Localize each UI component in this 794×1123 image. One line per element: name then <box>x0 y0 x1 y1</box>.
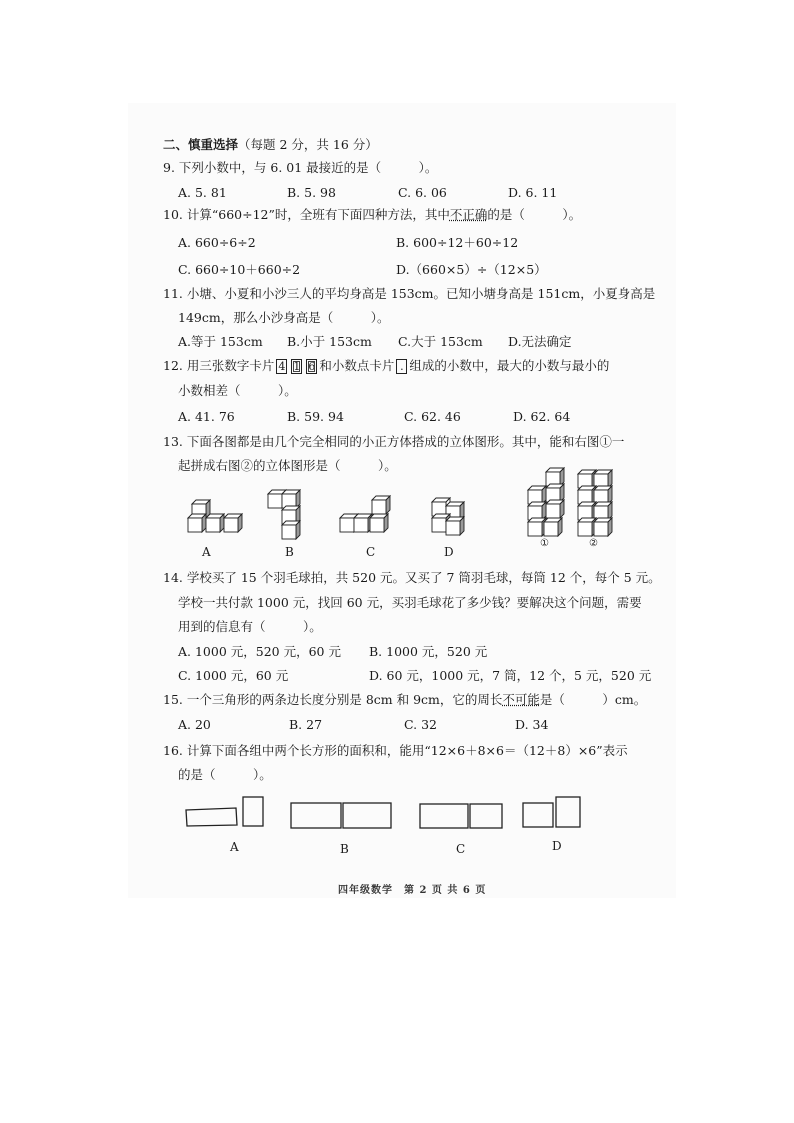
q10-option-a: A. 660÷6÷2 <box>178 235 256 250</box>
q13-line1: 13. 下面各图都是由几个完全相同的小正方体搭成的立体图形。其中，能和右图①一 <box>163 434 625 449</box>
q11-option-a: A.等于 153cm <box>178 334 263 349</box>
section-title: 二、慎重选择（每题 2 分，共 16 分） <box>163 137 378 152</box>
q12-option-d: D. 62. 64 <box>513 409 571 424</box>
q16-line1: 16. 计算下面各组中两个长方形的面积和，能用“12×6＋8×6＝（12＋8）×6”表示 <box>163 743 628 758</box>
figure-c-rect-1 <box>420 804 468 828</box>
q10-option-d: D.（660×5）÷（12×5） <box>396 262 547 277</box>
figure-c-label: C <box>366 545 376 559</box>
figure-1-mark: ① <box>540 538 549 549</box>
figure-b-label: B <box>285 545 294 559</box>
figure-a-rect-2 <box>243 797 263 826</box>
q14-line2: 学校一共付款 1000 元，找回 60 元，买羽毛球花了多少钱？要解决这个问题，需要 <box>178 595 642 610</box>
q14-line3: 用到的信息有（ ）。 <box>178 619 322 634</box>
q10-stem: 10. 计算“660÷12”时，全班有下面四种方法，其中不正确的是（ ）。 <box>163 207 582 222</box>
q16-line2: 的是（ ）。 <box>178 767 272 782</box>
q16-label-b: B <box>340 842 349 856</box>
q16-label-c: C <box>456 842 466 856</box>
figure-a-rect-1 <box>186 808 237 826</box>
digit-card-6: 6 <box>308 360 316 373</box>
q15-option-c: C. 32 <box>404 717 437 732</box>
q10-option-b: B. 600÷12＋60÷12 <box>396 235 519 250</box>
q11-option-b: B.小于 153cm <box>287 334 372 349</box>
q13-line2: 起拼成右图②的立体图形是（ ）。 <box>178 458 397 473</box>
q14-option-d: D. 60 元，1000 元，7 筒，12 个，5 元，520 元 <box>369 668 652 683</box>
q9-option-a: A. 5. 81 <box>178 185 227 200</box>
q15-option-a: A. 20 <box>178 717 211 732</box>
q12-option-b: B. 59. 94 <box>287 409 344 424</box>
digit-card-4: 4 <box>278 360 286 373</box>
q10-emphasis: 不正确 <box>449 207 488 222</box>
q16-label-a: A <box>230 840 239 854</box>
figure-d-rect-1 <box>523 803 553 827</box>
q12-option-a: A. 41. 76 <box>178 409 235 424</box>
q14-option-b: B. 1000 元，520 元 <box>369 644 488 659</box>
decimal-point-card: . <box>396 359 407 374</box>
q11-line1: 11. 小塘、小夏和小沙三人的平均身高是 153cm。已知小塘身高是 151cm，小夏身高是 <box>163 286 656 301</box>
q16-label-d: D <box>552 839 562 853</box>
q12-option-c: C. 62. 46 <box>404 409 461 424</box>
q9-option-b: B. 5. 98 <box>287 185 336 200</box>
q9-option-d: D. 6. 11 <box>508 185 558 200</box>
figure-2-mark: ② <box>589 538 598 549</box>
q11-option-d: D.无法确定 <box>508 334 572 349</box>
q11-option-c: C.大于 153cm <box>398 334 483 349</box>
q15-option-b: B. 27 <box>289 717 323 732</box>
digit-card-1: 1 <box>293 360 301 373</box>
q9-option-c: C. 6. 06 <box>398 185 447 200</box>
q12-line1: 12. 用三张数字卡片 4 1 6 和小数点卡片 . 组成的小数中，最大的小数与最小的 <box>163 358 610 373</box>
figure-b-rect-1 <box>291 803 341 828</box>
figure-c-rect-2 <box>470 804 502 828</box>
q15-option-d: D. 34 <box>515 717 549 732</box>
q14-line1: 14. 学校买了 15 个羽毛球拍，共 520 元。又买了 7 筒羽毛球，每筒 12 个，每个 5 元。 <box>163 570 661 585</box>
page-footer: 四年级数学 第 2 页 共 6 页 <box>338 885 487 896</box>
q10-option-c: C. 660÷10＋660÷2 <box>178 262 301 277</box>
figure-b-rect-2 <box>343 803 391 828</box>
figure-d-rect-2 <box>556 797 580 827</box>
q14-option-a: A. 1000 元，520 元，60 元 <box>178 644 341 659</box>
figure-d-label: D <box>444 545 454 559</box>
q15-stem: 15. 一个三角形的两条边长度分别是 8cm 和 9cm，它的周长不可能是（ ）cm。 <box>163 692 647 707</box>
q9-stem: 9. 下列小数中，与 6. 01 最接近的是（ ）。 <box>163 160 438 175</box>
q14-option-c: C. 1000 元，60 元 <box>178 668 289 683</box>
figure-a-label: A <box>202 545 211 559</box>
q11-line2: 149cm，那么小沙身高是（ ）。 <box>178 310 390 325</box>
q12-line2: 小数相差（ ）。 <box>178 383 297 398</box>
q15-emphasis: 不可能 <box>502 692 540 707</box>
